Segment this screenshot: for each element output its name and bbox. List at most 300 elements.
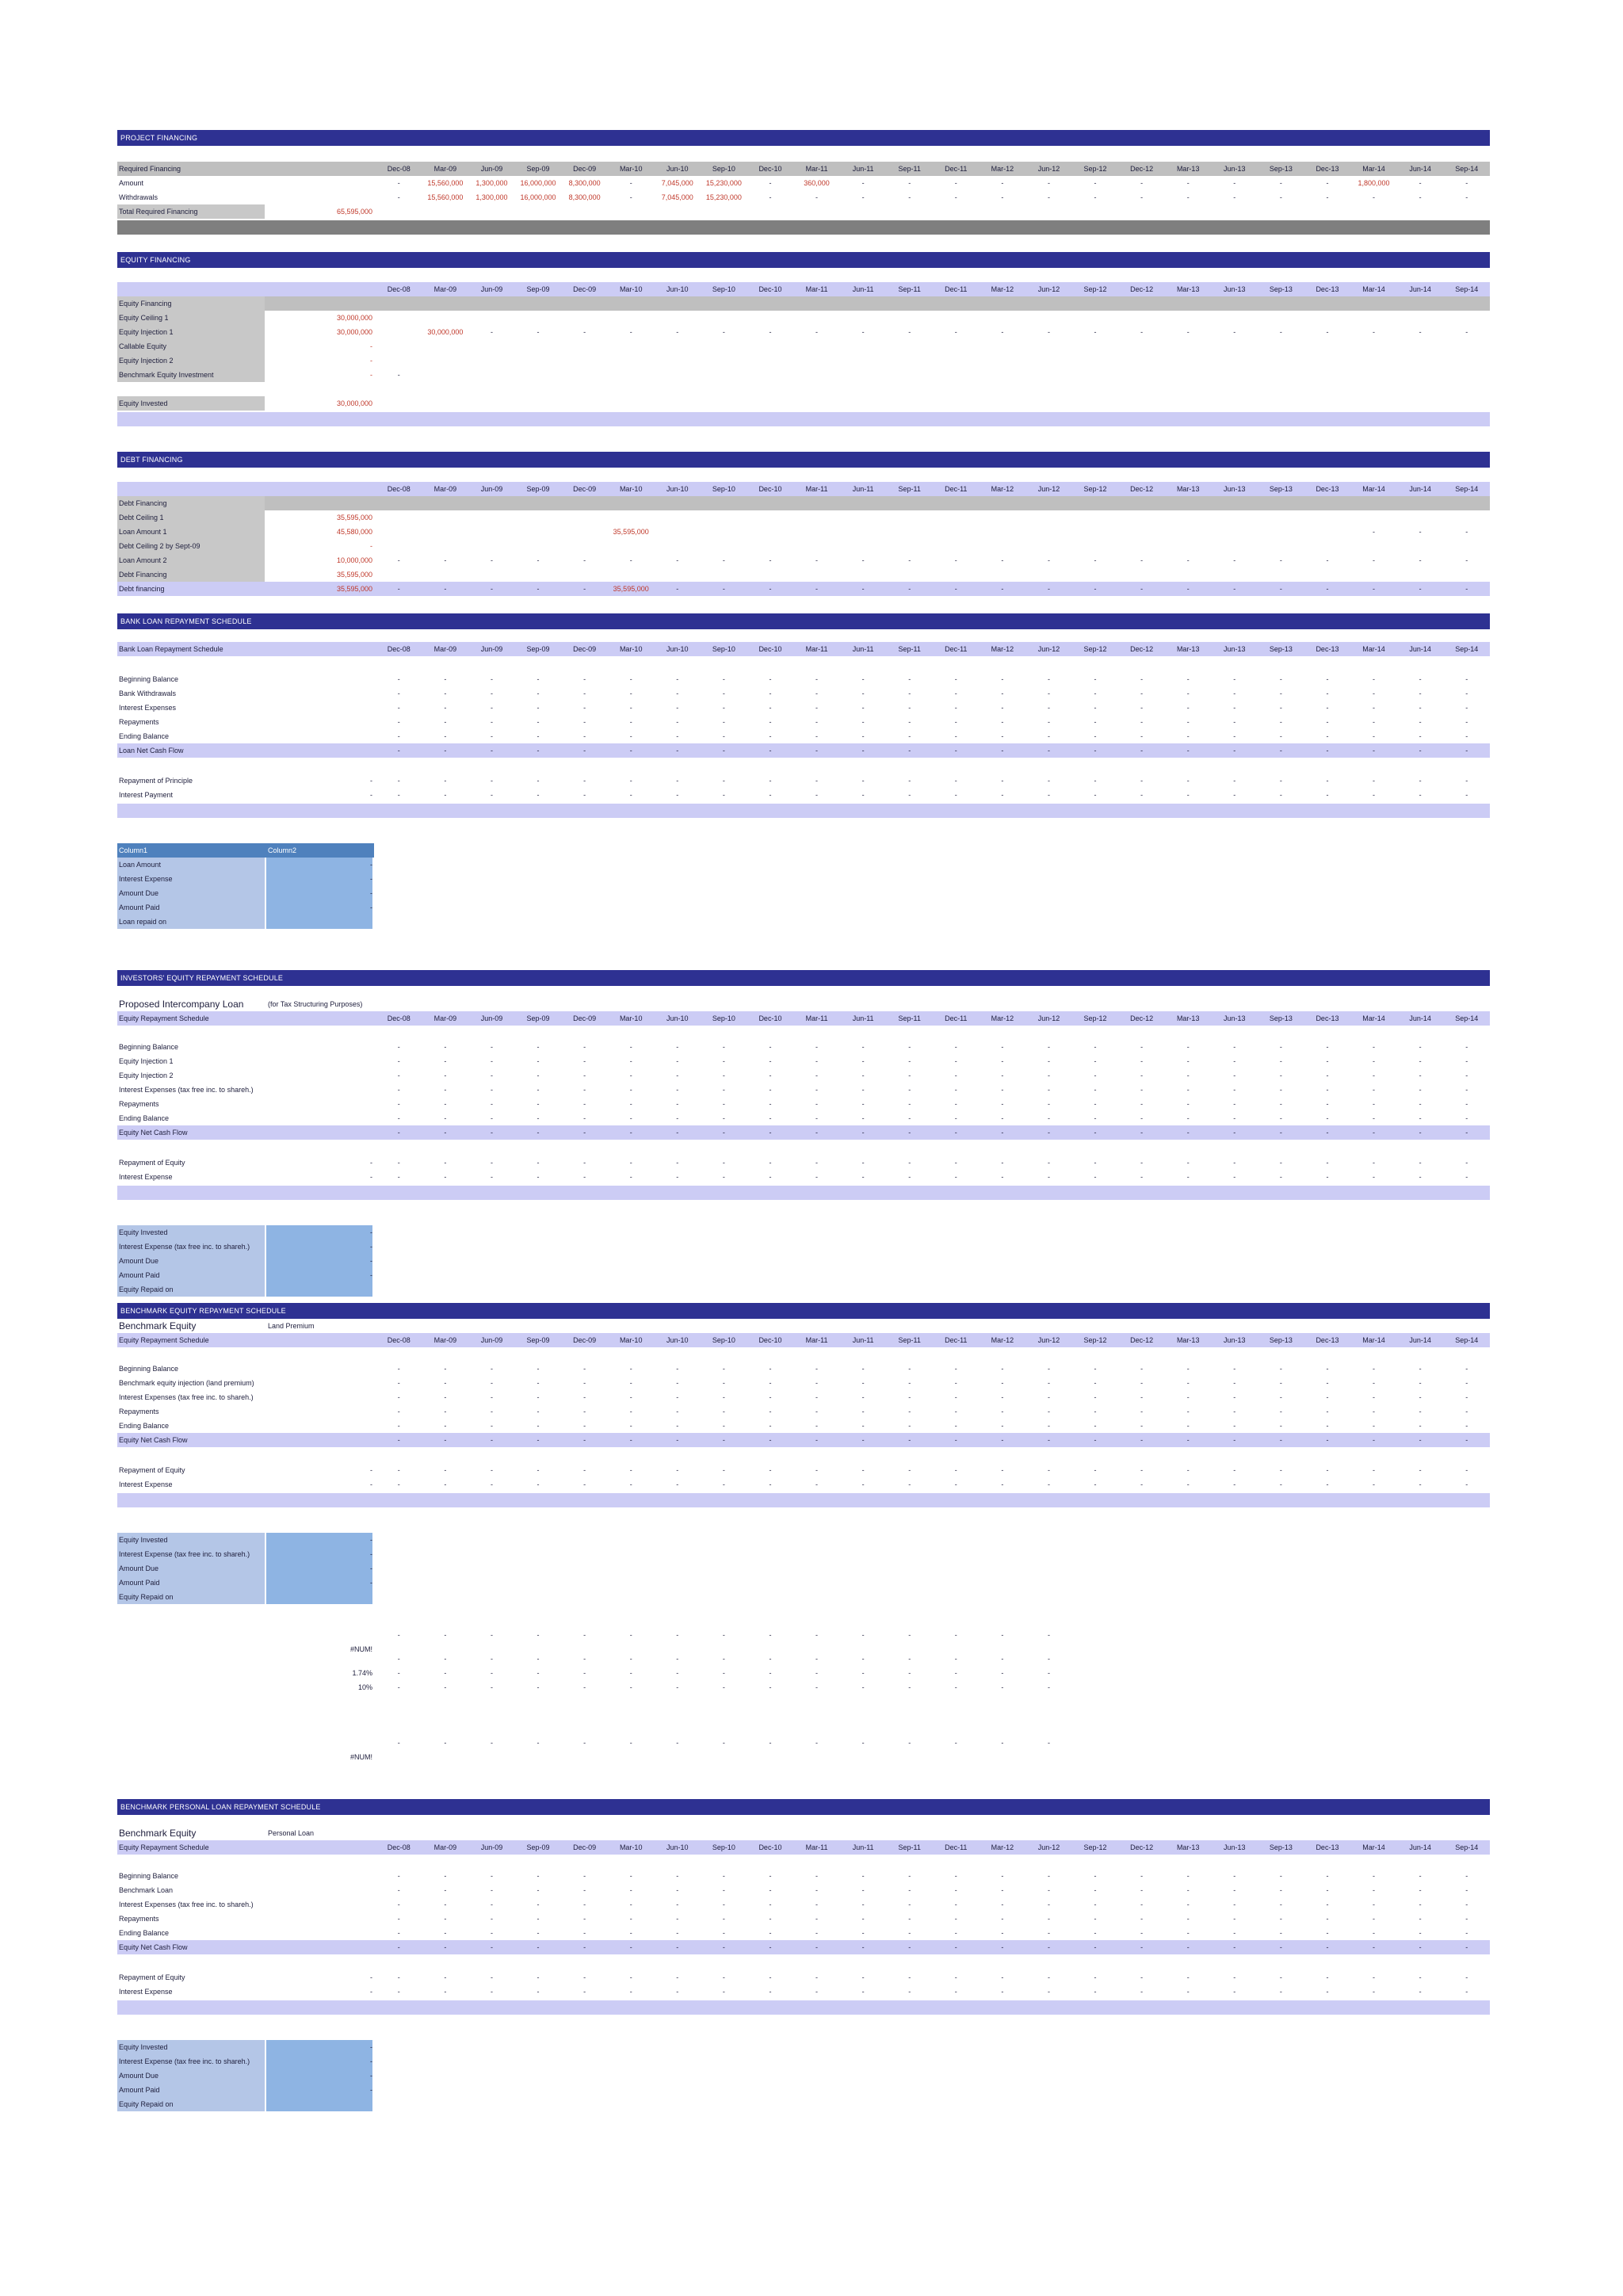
cell: Dec-09 (573, 165, 597, 173)
cell: - (861, 747, 865, 755)
table-row (117, 701, 1490, 715)
cell: - (444, 1886, 447, 1894)
cell: - (1326, 585, 1329, 593)
cell: - (1419, 1173, 1422, 1181)
row-label: Ending Balance (119, 732, 170, 740)
cell: - (444, 1480, 447, 1488)
row-cells (376, 1362, 1490, 1376)
cell: - (861, 1929, 865, 1937)
cell: Mar-13 (1176, 165, 1200, 173)
cell: - (490, 1379, 493, 1387)
cell: - (1233, 1929, 1236, 1937)
cell: - (490, 1086, 493, 1094)
cell: - (537, 1872, 540, 1880)
row-value: - (370, 875, 372, 883)
cell: - (1186, 585, 1190, 593)
cell: - (444, 1988, 447, 1996)
cell: Dec-10 (758, 165, 782, 173)
cell: - (1186, 1159, 1190, 1167)
cell: Jun-12 (1037, 1014, 1060, 1022)
cell: - (815, 732, 819, 740)
cell: - (769, 1915, 772, 1923)
cell: - (537, 777, 540, 785)
cell: - (1279, 747, 1282, 755)
cell: - (954, 1114, 957, 1122)
cell: - (908, 675, 911, 683)
cell: - (1186, 1173, 1190, 1181)
cell: - (1465, 328, 1468, 336)
cell: - (676, 1057, 679, 1065)
row-cells (376, 715, 1490, 729)
cell: - (1094, 179, 1097, 187)
cell: - (954, 675, 957, 683)
cell: - (861, 1655, 865, 1663)
cell: - (815, 1929, 819, 1937)
cell: - (1233, 1100, 1236, 1108)
table-row (117, 672, 1490, 686)
cell: Dec-09 (573, 1336, 597, 1344)
cell: - (1326, 1408, 1329, 1415)
cell: - (815, 585, 819, 593)
cell: - (861, 704, 865, 712)
cell: Dec-08 (387, 1336, 411, 1344)
cell: - (490, 1043, 493, 1051)
row-label: Loan Amount 1 (119, 528, 167, 536)
cell: - (861, 179, 865, 187)
cell: - (722, 732, 725, 740)
cell: - (1419, 328, 1422, 336)
cell: - (1094, 1393, 1097, 1401)
summary-row (117, 1561, 1490, 1576)
cell: - (815, 791, 819, 799)
cell: - (1047, 1655, 1050, 1663)
cell: - (1326, 1886, 1329, 1894)
row-cells (376, 1333, 1490, 1347)
cell: - (537, 1379, 540, 1387)
row-label: Interest Expense (119, 1480, 173, 1488)
cell: - (1373, 1365, 1376, 1373)
cell: - (861, 1988, 865, 1996)
cell: - (1233, 1915, 1236, 1923)
cell: - (490, 1129, 493, 1137)
cell: - (769, 791, 772, 799)
cell: - (769, 1973, 772, 1981)
cell: - (1140, 1072, 1144, 1079)
cell: - (676, 1129, 679, 1137)
cell: - (583, 1915, 586, 1923)
cell: - (722, 1072, 725, 1079)
cell: - (1465, 732, 1468, 740)
cell: - (722, 1043, 725, 1051)
cell: - (676, 675, 679, 683)
investor-date-row (117, 1011, 1490, 1026)
cell: - (908, 704, 911, 712)
cell: - (1140, 1480, 1144, 1488)
cell: - (722, 1086, 725, 1094)
cell: - (954, 1973, 957, 1981)
cell: - (629, 1655, 632, 1663)
cell: - (954, 1086, 957, 1094)
cell: - (1186, 1043, 1190, 1051)
row-value: 35,595,000 (336, 514, 372, 521)
cell: - (1326, 328, 1329, 336)
table-row (117, 1362, 1490, 1376)
cell: - (1279, 1072, 1282, 1079)
cell: - (1186, 777, 1190, 785)
cell: - (629, 1480, 632, 1488)
cell: - (1419, 675, 1422, 683)
cell: - (815, 1872, 819, 1880)
cell: - (1419, 1100, 1422, 1108)
cell: - (537, 718, 540, 726)
cell: - (537, 1943, 540, 1951)
cell: - (954, 193, 957, 201)
cell: 15,230,000 (705, 193, 742, 201)
cell: - (629, 791, 632, 799)
cell: Dec-12 (1130, 645, 1154, 653)
cell: Dec-12 (1130, 1336, 1154, 1344)
cell: - (490, 1739, 493, 1747)
cell: - (1326, 1057, 1329, 1065)
cell: - (490, 1159, 493, 1167)
cell: - (1373, 777, 1376, 785)
calc-cells-row (117, 1628, 1490, 1642)
cell: - (1140, 1915, 1144, 1923)
cell: - (1094, 1072, 1097, 1079)
cell: - (908, 1086, 911, 1094)
row-cells (376, 1156, 1490, 1170)
cell: - (1094, 1159, 1097, 1167)
cell: - (1186, 1988, 1190, 1996)
table-row (117, 686, 1490, 701)
cell: - (1465, 690, 1468, 697)
cell: - (1233, 1086, 1236, 1094)
cell: - (908, 777, 911, 785)
cell: Jun-14 (1409, 645, 1431, 653)
cell: - (908, 1072, 911, 1079)
cell: - (1279, 1043, 1282, 1051)
cell: - (1373, 1929, 1376, 1937)
cell: - (722, 1929, 725, 1937)
cell: - (1419, 1929, 1422, 1937)
cell: - (444, 1915, 447, 1923)
table-row (117, 1111, 1490, 1125)
cell: - (1419, 718, 1422, 726)
row-label: Interest Expenses (tax free inc. to shareh.) (119, 1393, 254, 1401)
cell: - (1419, 1129, 1422, 1137)
cell: Sep-09 (526, 165, 550, 173)
cell: - (490, 777, 493, 785)
cell: Jun-14 (1409, 285, 1431, 293)
cell: - (444, 1114, 447, 1122)
cell: - (490, 718, 493, 726)
cell: Sep-10 (712, 285, 735, 293)
investor-equity-header: INVESTORS' EQUITY REPAYMENT SCHEDULE (117, 970, 1490, 986)
cell: - (1140, 1129, 1144, 1137)
cell: - (1186, 1114, 1190, 1122)
row-value: 65,595,000 (336, 208, 372, 216)
cell: - (1279, 1114, 1282, 1122)
cell: - (954, 1100, 957, 1108)
cell: - (1279, 732, 1282, 740)
cell: - (1465, 193, 1468, 201)
cell: - (583, 1129, 586, 1137)
cell: Sep-12 (1083, 165, 1107, 173)
cell: - (1326, 1943, 1329, 1951)
cell: - (676, 1915, 679, 1923)
table-row (117, 1054, 1490, 1068)
cell: - (444, 732, 447, 740)
table-row (117, 553, 1490, 567)
cell: Jun-14 (1409, 485, 1431, 493)
cell: - (1373, 718, 1376, 726)
cell: - (861, 1631, 865, 1639)
cell: - (1094, 1100, 1097, 1108)
cell: - (1140, 777, 1144, 785)
cell: - (583, 1072, 586, 1079)
cell: - (1094, 675, 1097, 683)
cell: Sep-14 (1455, 285, 1479, 293)
cell: - (722, 1886, 725, 1894)
cell: - (537, 1365, 540, 1373)
column2-header: Column2 (266, 843, 374, 858)
cell: - (583, 704, 586, 712)
cell: - (954, 1057, 957, 1065)
cell: Dec-12 (1130, 1843, 1154, 1851)
cell: Mar-09 (433, 1843, 457, 1851)
cell: - (444, 1379, 447, 1387)
cell: - (1047, 328, 1050, 336)
cell: - (1233, 1408, 1236, 1415)
cell: Mar-10 (619, 165, 643, 173)
table-row (117, 1419, 1490, 1433)
cell: - (1047, 1901, 1050, 1908)
row-value: 45,580,000 (336, 528, 372, 536)
row-label: Beginning Balance (119, 1365, 179, 1373)
cell: - (1465, 1466, 1468, 1474)
cell: Jun-13 (1224, 285, 1246, 293)
cell: - (769, 1988, 772, 1996)
cell: - (629, 718, 632, 726)
row-cells (376, 1970, 1490, 1985)
cell: - (1279, 1408, 1282, 1415)
cell: Jun-14 (1409, 165, 1431, 173)
cell: - (1001, 1379, 1004, 1387)
cell: - (397, 1655, 400, 1663)
row-cells (376, 567, 1490, 582)
cell: - (861, 1408, 865, 1415)
cell: Dec-08 (387, 285, 411, 293)
cell: Dec-08 (387, 1843, 411, 1851)
cell: - (722, 1393, 725, 1401)
cell: - (490, 675, 493, 683)
cell: - (1279, 585, 1282, 593)
cell: - (1373, 328, 1376, 336)
cell: - (769, 1466, 772, 1474)
cell: - (676, 777, 679, 785)
row-cells (376, 190, 1490, 204)
cell: - (1001, 1988, 1004, 1996)
cell: - (1233, 1365, 1236, 1373)
cell: - (629, 1379, 632, 1387)
row-label: Equity Injection 2 (119, 357, 174, 365)
cell: - (1094, 328, 1097, 336)
cell: - (954, 732, 957, 740)
cell: 1,300,000 (475, 193, 508, 201)
cell: - (722, 1943, 725, 1951)
cell: - (861, 328, 865, 336)
row-value: - (370, 1173, 372, 1181)
row-label: Bank Withdrawals (119, 690, 177, 697)
cell: - (1233, 747, 1236, 755)
cell: - (397, 791, 400, 799)
row-label: Benchmark equity injection (land premium) (119, 1379, 254, 1387)
cell: - (908, 1886, 911, 1894)
cell: - (1001, 1043, 1004, 1051)
cell: - (1279, 179, 1282, 187)
summary-row (117, 915, 1490, 929)
cell: - (444, 1436, 447, 1444)
cell: Mar-09 (433, 165, 457, 173)
row-value: - (370, 342, 372, 350)
cell: - (1373, 1173, 1376, 1181)
row-label: Withdrawals (119, 193, 158, 201)
cell: - (629, 1057, 632, 1065)
row-cells (376, 325, 1490, 339)
row-label: Loan Amount (119, 861, 162, 869)
cell: 35,595,000 (613, 528, 649, 536)
row-cells (376, 553, 1490, 567)
cell: - (722, 1100, 725, 1108)
cell: - (1373, 1408, 1376, 1415)
cell: - (908, 1655, 911, 1663)
summary-row (117, 2083, 1490, 2097)
row-label: Debt Financing (119, 499, 167, 507)
cell: Dec-12 (1130, 165, 1154, 173)
cell: - (1326, 1100, 1329, 1108)
cell: - (676, 1114, 679, 1122)
cell: - (397, 1072, 400, 1079)
cell: - (537, 1480, 540, 1488)
cell: - (1140, 1408, 1144, 1415)
cell: - (1047, 747, 1050, 755)
cell: - (1373, 1422, 1376, 1430)
cell: Sep-10 (712, 485, 735, 493)
cell: Dec-08 (387, 165, 411, 173)
cell: - (490, 747, 493, 755)
cell: - (1419, 1988, 1422, 1996)
cell: - (1419, 1422, 1422, 1430)
cell: - (769, 1159, 772, 1167)
value-cell-bg (266, 2097, 372, 2111)
cell: - (722, 1159, 725, 1167)
cell: Sep-11 (898, 285, 921, 293)
cell: - (908, 1408, 911, 1415)
row-label: Interest Expenses (tax free inc. to shareh.) (119, 1086, 254, 1094)
row-value: - (370, 1564, 372, 1572)
cell: - (1094, 1086, 1097, 1094)
cell: - (815, 718, 819, 726)
cell: - (397, 1365, 400, 1373)
cell: - (583, 1943, 586, 1951)
cell: - (583, 675, 586, 683)
cell: - (1186, 1129, 1190, 1137)
cell: - (1186, 1393, 1190, 1401)
cell: - (676, 1422, 679, 1430)
cell: - (629, 1173, 632, 1181)
cell: - (1233, 1159, 1236, 1167)
cell: - (1373, 1886, 1376, 1894)
cell: - (1001, 1100, 1004, 1108)
cell: - (908, 1114, 911, 1122)
cell: - (954, 1655, 957, 1663)
cell: - (815, 1943, 819, 1951)
cell: - (722, 690, 725, 697)
cell: - (629, 777, 632, 785)
cell: - (629, 1422, 632, 1430)
cell: - (954, 1943, 957, 1951)
cell: - (769, 1655, 772, 1663)
cell: - (397, 1872, 400, 1880)
cell: - (1279, 1872, 1282, 1880)
row-value: 35,595,000 (336, 571, 372, 579)
cell: - (954, 690, 957, 697)
cell: - (722, 1683, 725, 1691)
cell: - (629, 1988, 632, 1996)
row-label: Equity Repaid on (119, 1593, 174, 1601)
cell: - (1186, 1436, 1190, 1444)
cell: - (1047, 1422, 1050, 1430)
cell: - (769, 1086, 772, 1094)
summary-row (117, 1240, 1490, 1254)
cell: - (1140, 1943, 1144, 1951)
cell: - (815, 1973, 819, 1981)
cell: - (1326, 1901, 1329, 1908)
cell: - (1094, 1466, 1097, 1474)
row-label: Interest Expenses (tax free inc. to shareh.) (119, 1901, 254, 1908)
cell: - (722, 1365, 725, 1373)
row-label: Repayment of Equity (119, 1973, 185, 1981)
cell: - (1047, 1943, 1050, 1951)
cell: - (722, 704, 725, 712)
cell: - (444, 704, 447, 712)
cell: - (769, 1929, 772, 1937)
cell: Sep-11 (898, 1843, 921, 1851)
cell: - (769, 193, 772, 201)
summary-row (117, 872, 1490, 886)
cell: 15,560,000 (427, 193, 464, 201)
cell: - (1233, 690, 1236, 697)
cell: - (722, 1669, 725, 1677)
cell: - (1186, 747, 1190, 755)
cell: - (490, 1655, 493, 1663)
row-value: 30,000,000 (336, 314, 372, 322)
cell: - (490, 1631, 493, 1639)
cell: - (815, 690, 819, 697)
cell: - (1373, 585, 1376, 593)
cell: - (1419, 1379, 1422, 1387)
cell: - (861, 1973, 865, 1981)
cell: - (1465, 1988, 1468, 1996)
cell: - (722, 1480, 725, 1488)
cell: - (954, 1159, 957, 1167)
cell: - (537, 1915, 540, 1923)
row-label: Callable Equity (119, 342, 167, 350)
cell: - (1186, 328, 1190, 336)
cell: - (1465, 1379, 1468, 1387)
cell: - (815, 1057, 819, 1065)
cell: - (444, 1655, 447, 1663)
